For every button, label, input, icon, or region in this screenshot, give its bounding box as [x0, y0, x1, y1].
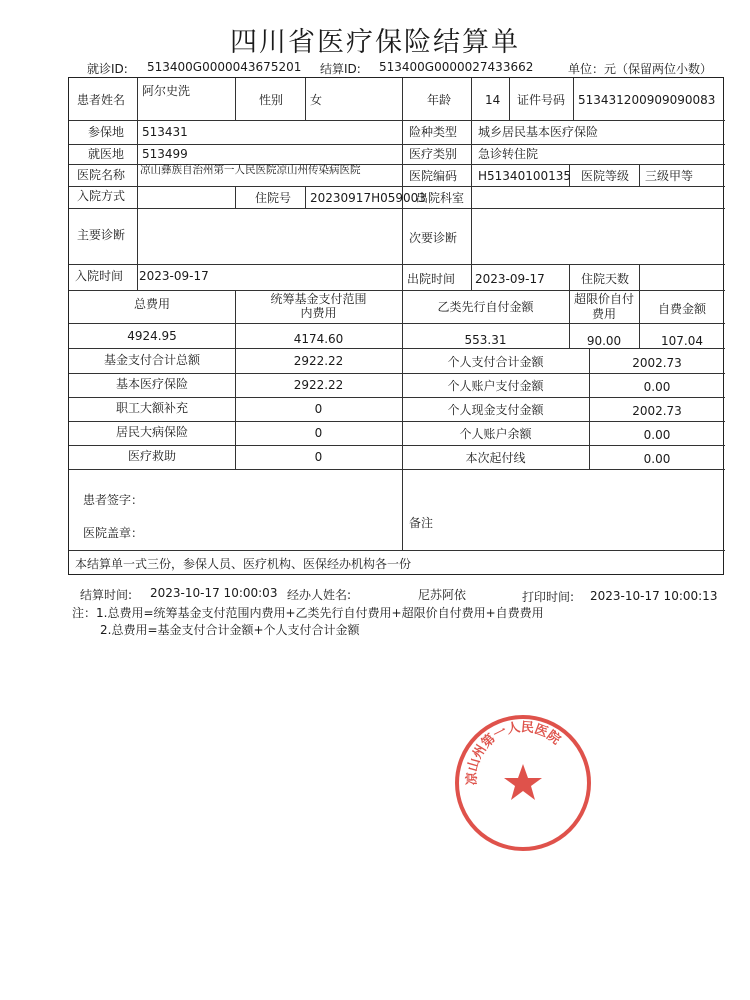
print-time-label: 打印时间: — [522, 590, 575, 604]
admission-mode-label: 入院方式 — [77, 189, 126, 203]
col-divider — [402, 78, 403, 208]
discharge-time-label: 出院时间 — [407, 272, 456, 286]
col-divider — [639, 264, 640, 290]
col-divider — [509, 78, 510, 120]
hospital-name-label: 医院名称 — [77, 168, 126, 182]
col-divider — [305, 186, 306, 208]
row-divider — [69, 290, 725, 291]
insured-place-label: 参保地 — [88, 125, 125, 139]
hospital-seal-stamp — [452, 712, 594, 854]
hospital-name: 凉山彝族自治州第一人民医院凉山州传染病医院 — [140, 164, 361, 176]
col-divider — [569, 264, 570, 290]
copies-notice: 本结算单一式三份，参保人员、医疗机构、医保经办机构各一份 — [75, 557, 412, 571]
fund-total-label: 基金支付合计总额 — [103, 353, 200, 367]
stamp-star-icon — [504, 764, 542, 800]
row-divider — [69, 469, 725, 470]
row-divider — [69, 421, 725, 422]
hospital-level: 三级甲等 — [645, 169, 694, 183]
resident-serious-value: 0 — [314, 426, 323, 440]
discharge-dept-label: 出院科室 — [416, 191, 465, 205]
col-divider — [235, 186, 236, 208]
main-diag-label: 主要诊断 — [77, 228, 126, 242]
patient-signature-label: 患者签字： — [83, 493, 144, 507]
col-divider — [137, 78, 138, 290]
medical-type-label: 医疗类别 — [409, 147, 458, 161]
insurance-type-label: 险种类型 — [409, 125, 458, 139]
sex-label: 性别 — [259, 93, 284, 107]
deductible-value: 0.00 — [643, 452, 671, 466]
row-divider — [69, 445, 725, 446]
in-scope-header-line1: 统筹基金支付范围 — [270, 292, 367, 306]
cash-pay-label: 个人现金支付金额 — [447, 403, 544, 417]
admission-time: 2023-09-17 — [139, 269, 209, 283]
col-divider — [573, 78, 574, 120]
self-pay-value: 107.04 — [661, 334, 703, 348]
row-divider — [69, 120, 725, 121]
patient-name: 阿尔史洗 — [142, 84, 191, 98]
hospital-no: 20230917H059003 — [310, 191, 426, 205]
col-divider — [137, 264, 138, 290]
in-scope-value: 4174.60 — [293, 332, 344, 346]
visit-id-label: 就诊ID: — [87, 62, 128, 76]
id-number: 513431200909090083 — [578, 93, 716, 107]
total-cost-header: 总费用 — [133, 297, 170, 311]
hospital-code: H51340100135 — [478, 169, 572, 183]
in-scope-header-line2: 内费用 — [300, 306, 337, 320]
hospital-no-label: 住院号 — [255, 191, 292, 205]
basic-insurance-label: 基本医疗保险 — [115, 377, 188, 391]
col-divider — [235, 78, 236, 120]
row-divider — [69, 397, 725, 398]
medical-place-label: 就医地 — [88, 147, 125, 161]
stamp-text: 凉山州第一人民医院 — [464, 720, 564, 786]
patient-sex: 女 — [310, 93, 323, 107]
resident-serious-label: 居民大病保险 — [115, 425, 188, 439]
row-divider — [69, 186, 725, 187]
row-divider — [69, 144, 725, 145]
hospital-seal-label: 医院盖章： — [83, 526, 144, 540]
col-divider — [471, 264, 472, 290]
over-limit-value: 90.00 — [586, 334, 622, 348]
col-divider — [402, 469, 403, 550]
settlement-form — [68, 77, 724, 575]
total-cost-value: 4924.95 — [127, 329, 177, 343]
document-title: 四川省医疗保险结算单 — [230, 27, 520, 58]
worker-large-label: 职工大额补充 — [115, 401, 188, 415]
account-pay-value: 0.00 — [643, 380, 671, 394]
row-divider — [69, 373, 725, 374]
patient-age: 14 — [485, 93, 501, 107]
secondary-diag-label: 次要诊断 — [409, 231, 458, 245]
operator-name: 尼苏阿依 — [418, 588, 467, 602]
class-b-value: 553.31 — [464, 333, 507, 347]
account-balance-label: 个人账户余额 — [459, 427, 532, 441]
medical-type: 急诊转住院 — [478, 147, 539, 161]
col-divider — [305, 78, 306, 120]
worker-large-value: 0 — [314, 402, 323, 416]
col-divider — [402, 208, 403, 264]
note-2: 2.总费用=基金支付合计金额+个人支付合计金额 — [100, 623, 360, 637]
remarks-label: 备注 — [409, 516, 434, 530]
currency-unit: 单位：元（保留两位小数） — [568, 62, 713, 76]
col-divider — [471, 78, 472, 264]
settle-id: 513400G0000027433662 — [379, 60, 534, 74]
note-1: 注：1.总费用=统筹基金支付范围内费用+乙类先行自付费用+超限价自付费用+自费费用 — [72, 606, 544, 620]
insurance-type: 城乡居民基本医疗保险 — [478, 125, 599, 139]
col-divider — [402, 264, 403, 290]
settle-id-label: 结算ID: — [320, 62, 361, 76]
operator-label: 经办人姓名: — [287, 588, 352, 602]
admission-time-label: 入院时间 — [75, 269, 124, 283]
cash-pay-value: 2002.73 — [632, 404, 682, 418]
deductible-label: 本次起付线 — [465, 451, 526, 465]
visit-id: 513400G0000043675201 — [147, 60, 302, 74]
assistance-label: 医疗救助 — [127, 449, 176, 463]
account-balance-value: 0.00 — [643, 428, 671, 442]
print-time: 2023-10-17 10:00:13 — [590, 589, 718, 603]
age-label: 年龄 — [427, 93, 452, 107]
over-limit-header-line1: 超限价自付 — [573, 292, 634, 306]
row-divider — [69, 550, 725, 551]
discharge-time: 2023-09-17 — [475, 272, 545, 286]
col-divider — [639, 164, 640, 186]
personal-total-value: 2002.73 — [632, 356, 682, 370]
settle-time-label: 结算时间: — [80, 588, 133, 602]
days-label: 住院天数 — [581, 272, 630, 286]
fund-total-value: 2922.22 — [293, 354, 344, 368]
settle-time: 2023-10-17 10:00:03 — [150, 586, 278, 600]
name-label: 患者姓名 — [77, 93, 126, 107]
basic-insurance-value: 2922.22 — [293, 378, 344, 392]
self-pay-header: 自费金额 — [657, 302, 706, 316]
personal-total-label: 个人支付合计金额 — [447, 355, 544, 369]
row-divider — [69, 323, 725, 324]
medical-place: 513499 — [142, 147, 188, 161]
insured-place: 513431 — [142, 125, 188, 139]
class-b-header: 乙类先行自付金额 — [437, 300, 534, 314]
assistance-value: 0 — [314, 450, 323, 464]
account-pay-label: 个人账户支付金额 — [447, 379, 544, 393]
id-label: 证件号码 — [517, 93, 566, 107]
row-divider — [69, 264, 725, 265]
hospital-level-label: 医院等级 — [581, 169, 630, 183]
over-limit-header-line2: 费用 — [591, 307, 616, 321]
row-divider — [69, 208, 725, 209]
hospital-code-label: 医院编码 — [409, 169, 458, 183]
